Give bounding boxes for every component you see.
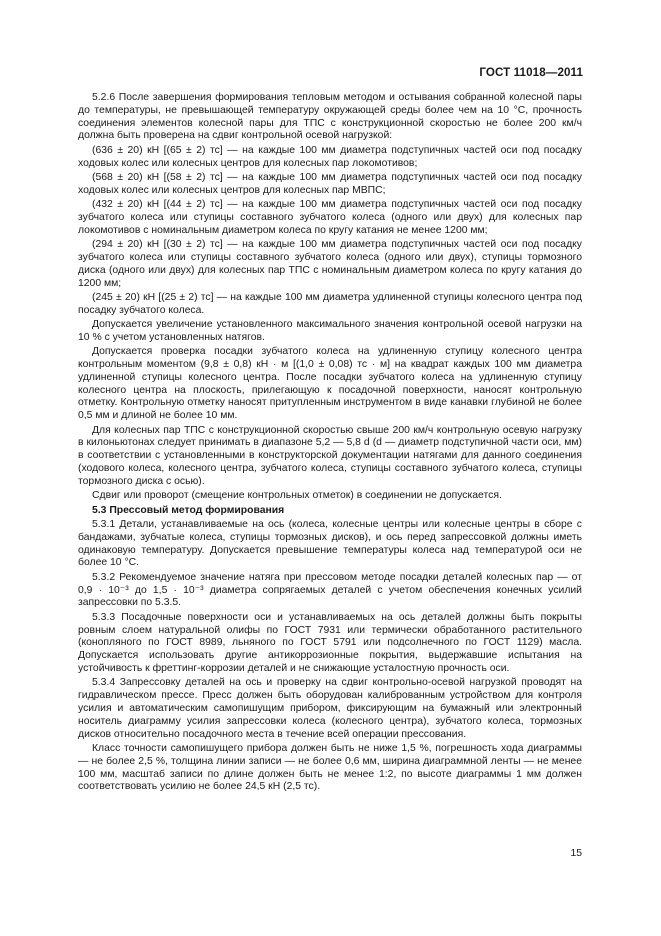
paragraph: (636 ± 20) кН [(65 ± 2) тс] — на каждые 100 мм диаметра подступичных частей оси под посадку ходовых колес или колесных центров для колесных пар локомотивов; xyxy=(78,144,582,169)
paragraph: Допускается проверка посадки зубчатого колеса на удлиненную ступицу колесного центра контрольным моментом (9,8 ± 0,8) кН · м [(1,0 ± 0,08) тс · м] на квадрат каждых 100 мм диаметра удлиненной ступицы колесного центра. После посадки зубчатого колеса на удлиненную ступицу колесного центра на плоскость, прилегающую к посадочной поверхности, наносят контрольную отметку. Контрольную отметку наносят притупленным инструментом в виде канавки глубиной не более 0,5 мм и длиной не более 10 мм. xyxy=(78,346,582,422)
paragraph: Для колесных пар ТПС с конструкционной скоростью свыше 200 км/ч контрольную осевую нагрузку в килоньютонах следует принимать в диапазоне 5,2 — 5,8 d (d — диаметр подступичной части оси, мм) в соответствии с установленными в конструкторской документации натягами для данного соединения (ходового колеса, колесного центра, зубчатого колеса, ступицы составного зубчатого колеса, ступицы тормозного диска с осью). xyxy=(78,424,582,487)
standard-code: ГОСТ 11018—2011 xyxy=(479,66,583,79)
paragraph: 5.2.6 После завершения формирования тепловым методом и остывания собранной колесной пары до температуры, не превышающей температуру окружающей среды более чем на 10 °С, прочность соединения элементов колесной пары для ТПС с конструкционной скоростью не более 200 км/ч должна быть проверена на сдвиг контрольной осевой нагрузкой: xyxy=(78,92,582,142)
paragraph: (568 ± 20) кН [(58 ± 2) тс] — на каждые 100 мм диаметра подступичных частей оси под посадку ходовых колес или колесных центров для колесных пар МВПС; xyxy=(78,171,582,196)
document-body xyxy=(78,92,582,796)
paragraph: Сдвиг или проворот (смещение контрольных отметок) в соединении не допускается. xyxy=(92,490,502,502)
paragraph: 5.3.2 Рекомендуемое значение натяга при прессовом методе посадки деталей колесных пар — от 0,9 · 10⁻³ до 1,5 · 10⁻³ диаметра сопрягаемых деталей с учетом обеспечения конечных усилий запрессовки по 5.3.5. xyxy=(78,571,582,609)
paragraph: Допускается увеличение установленного максимального значения контрольной осевой нагрузки на 10 % с учетом установленных натягов. xyxy=(78,319,582,343)
paragraph: (432 ± 20) кН [(44 ± 2) тс] — на каждые 100 мм диаметра подступичных частей оси под посадку зубчатого колеса или ступицы составного зубчатого колеса (одного или двух) для колесных пар локомотивов с номинальным диаметром колеса по кругу катания не менее 1200 мм; xyxy=(78,199,582,236)
paragraph: 5.3.4 Запрессовку деталей на ось и проверку на сдвиг контрольно-осевой нагрузкой проводят на гидравлическом прессе. Пресс должен быть оборудован калиброванным устройством для контроля усилия и автоматическим самопишущим прибором, фиксирующим на бумажный или электронный носитель диаграмму усилия запрессовки колеса (колесного центра), зубчатого колеса, тормозных дисков относительно посадочного места в течение всей операции прессования. xyxy=(78,677,582,740)
page-number: 15 xyxy=(570,848,582,859)
paragraph: 5.3.3 Посадочные поверхности оси и устанавливаемых на ось деталей должны быть покрыты ровным слоем натуральной олифы по ГОСТ 7931 или термически обработанного растительного (конопляного по ГОСТ 8989, льняного по ГОСТ 5791 или подсолнечного по ГОСТ 1129) масла. Допускается использовать другие антикоррозионные покрытия, выдержавшие испытания на устойчивость к фреттинг-коррозии деталей и не снижающие усталостную прочность оси. xyxy=(78,611,582,674)
section-heading: 5.3 Прессовый метод формирования xyxy=(92,504,285,516)
paragraph: (245 ± 20) кН [(25 ± 2) тс] — на каждые 100 мм диаметра удлиненной ступицы колесного центра под посадку зубчатого колеса. xyxy=(78,291,582,316)
paragraph: (294 ± 20) кН [(30 ± 2) тс] — на каждые 100 мм диаметра подступичных частей оси под посадку зубчатого колеса или ступицы составного зубчатого колеса (одного или двух), ступицы тормозного диска (одного или двух) для колесных пар ТПС с номинальным диаметром колеса по кругу катания до 1200 мм; xyxy=(78,239,582,289)
paragraph: Класс точности самопишущего прибора должен быть не ниже 1,5 %, погрешность хода диаграммы — не более 2,5 %, толщина линии записи — не более 0,6 мм, ширина диаграммной ленты — не менее 100 мм, масштаб записи по длине должен быть не менее 1:2, по высоте диаграммы 1 мм должен соответствовать усилию не более 24,5 кН (2,5 тс). xyxy=(78,742,582,793)
paragraph: 5.3.1 Детали, устанавливаемые на ось (колеса, колесные центры или колесные центры в сборе с бандажами, зубчатые колеса, ступицы тормозных дисков), и ось перед запрессовкой должны иметь одинаковую температуру. Допускается превышение температуры колеса над температурой оси не более 10 °С. xyxy=(78,519,582,569)
